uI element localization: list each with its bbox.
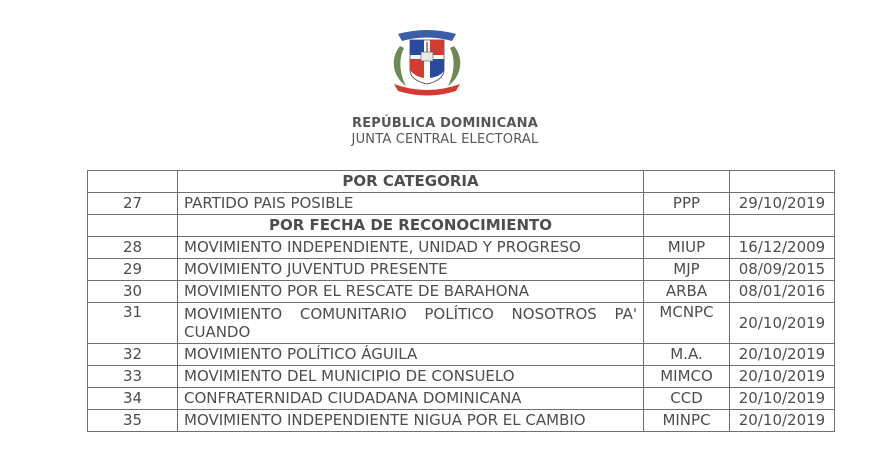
organization-acronym: CCD xyxy=(644,388,730,410)
organization-name: MOVIMIENTO COMUNITARIO POLÍTICO NOSOTROS PA' CUANDO xyxy=(178,303,644,344)
table-row xyxy=(88,388,835,410)
recognition-date: 16/12/2009 xyxy=(730,237,835,259)
section-header-row xyxy=(88,215,835,237)
empty-cell xyxy=(644,215,730,237)
row-number: 29 xyxy=(88,259,178,281)
row-number: 35 xyxy=(88,410,178,432)
organization-acronym: MIMCO xyxy=(644,366,730,388)
row-number: 31 xyxy=(88,303,178,344)
organization-acronym: PPP xyxy=(644,193,730,215)
empty-cell xyxy=(88,215,178,237)
recognition-date: 20/10/2019 xyxy=(730,388,835,410)
table-row xyxy=(88,303,835,344)
row-number: 34 xyxy=(88,388,178,410)
organization-acronym: MINPC xyxy=(644,410,730,432)
organization-acronym: M.A. xyxy=(644,344,730,366)
table-row xyxy=(88,237,835,259)
country-heading: REPÚBLICA DOMINICANA xyxy=(351,116,538,131)
empty-cell xyxy=(644,171,730,193)
section-title: POR CATEGORIA xyxy=(178,171,644,193)
empty-cell xyxy=(730,171,835,193)
institution-heading: JUNTA CENTRAL ELECTORAL xyxy=(351,132,539,147)
row-number: 33 xyxy=(88,366,178,388)
section-header-row xyxy=(88,171,835,193)
organization-name: MOVIMIENTO POLÍTICO ÁGUILA xyxy=(178,344,644,366)
table-row xyxy=(88,281,835,303)
row-number: 30 xyxy=(88,281,178,303)
organization-name: MOVIMIENTO INDEPENDIENTE NIGUA POR EL CAMBIO xyxy=(178,410,644,432)
table-row xyxy=(88,410,835,432)
coat-of-arms-emblem xyxy=(386,24,468,98)
recognition-date: 08/01/2016 xyxy=(730,281,835,303)
recognition-date: 20/10/2019 xyxy=(730,366,835,388)
table-row xyxy=(88,259,835,281)
section-title: POR FECHA DE RECONOCIMIENTO xyxy=(178,215,644,237)
row-number: 32 xyxy=(88,344,178,366)
organization-name: PARTIDO PAIS POSIBLE xyxy=(178,193,644,215)
organization-name: CONFRATERNIDAD CIUDADANA DOMINICANA xyxy=(178,388,644,410)
recognition-date: 20/10/2019 xyxy=(730,410,835,432)
empty-cell xyxy=(88,171,178,193)
organization-acronym: MIUP xyxy=(644,237,730,259)
recognition-date: 08/09/2015 xyxy=(730,259,835,281)
row-number: 27 xyxy=(88,193,178,215)
row-number: 28 xyxy=(88,237,178,259)
organization-acronym: ARBA xyxy=(644,281,730,303)
organization-name: MOVIMIENTO JUVENTUD PRESENTE xyxy=(178,259,644,281)
recognition-date: 20/10/2019 xyxy=(730,344,835,366)
coat-of-arms-icon xyxy=(386,24,468,98)
organization-acronym: MCNPC xyxy=(644,303,730,344)
recognition-date: 29/10/2019 xyxy=(730,193,835,215)
organization-name: MOVIMIENTO DEL MUNICIPIO DE CONSUELO xyxy=(178,366,644,388)
table-row xyxy=(88,193,835,215)
organization-name: MOVIMIENTO POR EL RESCATE DE BARAHONA xyxy=(178,281,644,303)
organization-acronym: MJP xyxy=(644,259,730,281)
organizations-table xyxy=(87,170,835,432)
table-row xyxy=(88,344,835,366)
organization-name: MOVIMIENTO INDEPENDIENTE, UNIDAD Y PROGRESO xyxy=(178,237,644,259)
recognition-date: 20/10/2019 xyxy=(730,303,835,344)
empty-cell xyxy=(730,215,835,237)
table-row xyxy=(88,366,835,388)
